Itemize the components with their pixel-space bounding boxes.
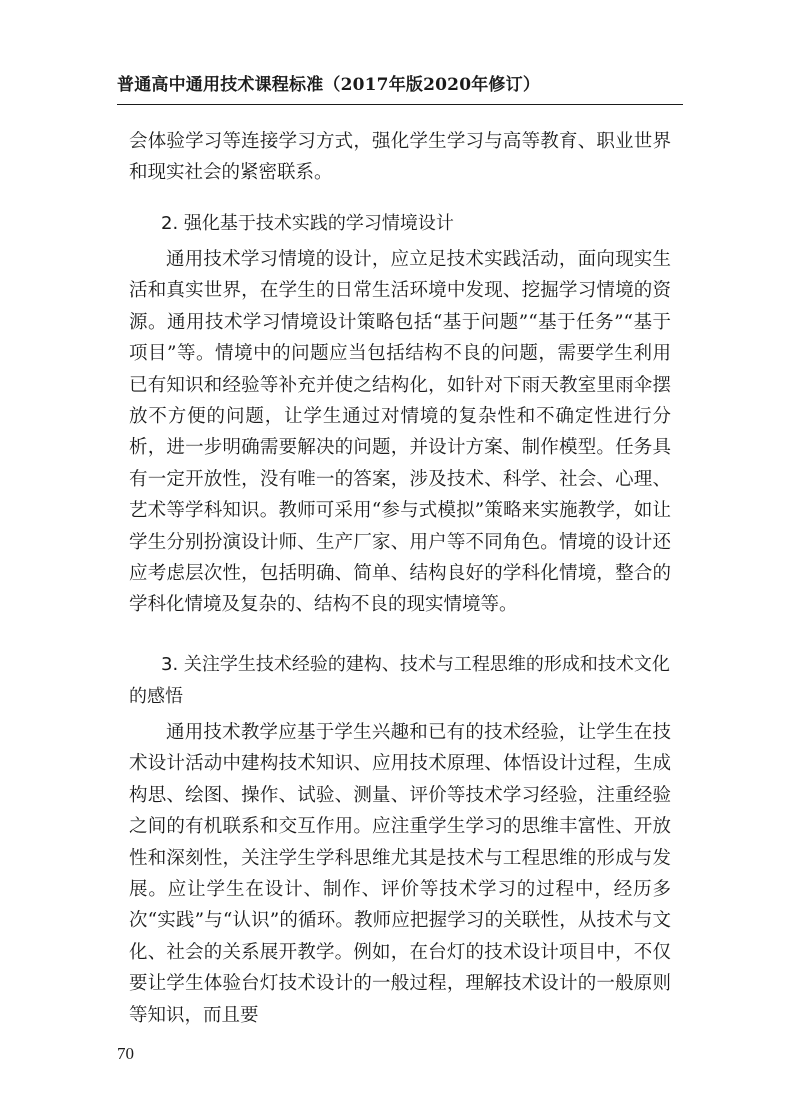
- section-heading-3: [129, 649, 671, 713]
- section-heading-3-line1: 3. 关注学生技术经验的建构、技术与工程思维的形成和技术文化: [161, 654, 670, 675]
- section-heading-3-line2: 的感悟: [129, 686, 183, 707]
- paragraph-text: 通用技术学习情境的设计，应立足技术实践活动，面向现实生活和真实世界，在学生的日常生活环境中发现、挖掘学习情境的资源。通用技术学习情境设计策略包括“基于问题”“基于任务”“基于项目”等。情境中的问题应当包括结构不良的问题，需要学生利用已有知识和经验等补充并使之结构化，如针对下雨天教室里雨伞摆放不方便的问题，让学生通过对情境的复杂性和不确定性进行分析，进一步明确需要解决的问题，并设计方案、制作模型。任务具有一定开放性，没有唯一的答案，涉及技术、科学、社会、心理、艺术等学科知识。教师可采用“参与式模拟”策略来实施教学，如让学生分别扮演设计师、生产厂家、用户等不同角色。情境的设计还应考虑层次性，包括明确、简单、结构良好的学科化情境，整合的学科化情境及复杂的、结构不良的现实情境等。: [129, 249, 671, 616]
- section-3-body: [129, 717, 671, 1031]
- section-2-body: [129, 244, 671, 621]
- paragraph-text: 会体验学习等连接学习方式，强化学生学习与高等教育、职业世界和现实社会的紧密联系。: [129, 131, 671, 184]
- paragraph-text: 通用技术教学应基于学生兴趣和已有的技术经验，让学生在技术设计活动中建构技术知识、应用技术原理、体悟设计过程，生成构思、绘图、操作、试验、测量、评价等技术学习经验，注重经验之间的有机联系和交互作用。应注重学生学习的思维丰富性、开放性和深刻性，关注学生学科思维尤其是技术与工程思维的形成与发展。应让学生在设计、制作、评价等技术学习的过程中，经历多次“实践”与“认识”的循环。教师应把握学习的关联性，从技术与文化、社会的关系展开教学。例如，在台灯的技术设计项目中，不仅要让学生体验台灯技术设计的一般过程，理解技术设计的一般原则等知识，而且要: [129, 722, 671, 1026]
- running-header-title: 普通高中通用技术课程标准（2017年版2020年修订）: [117, 75, 541, 95]
- continuation-paragraph: [129, 126, 671, 189]
- header-rule: [117, 104, 683, 105]
- section-heading-2: 2. 强化基于技术实践的学习情境设计: [161, 213, 454, 234]
- page-number: 70: [117, 1044, 134, 1063]
